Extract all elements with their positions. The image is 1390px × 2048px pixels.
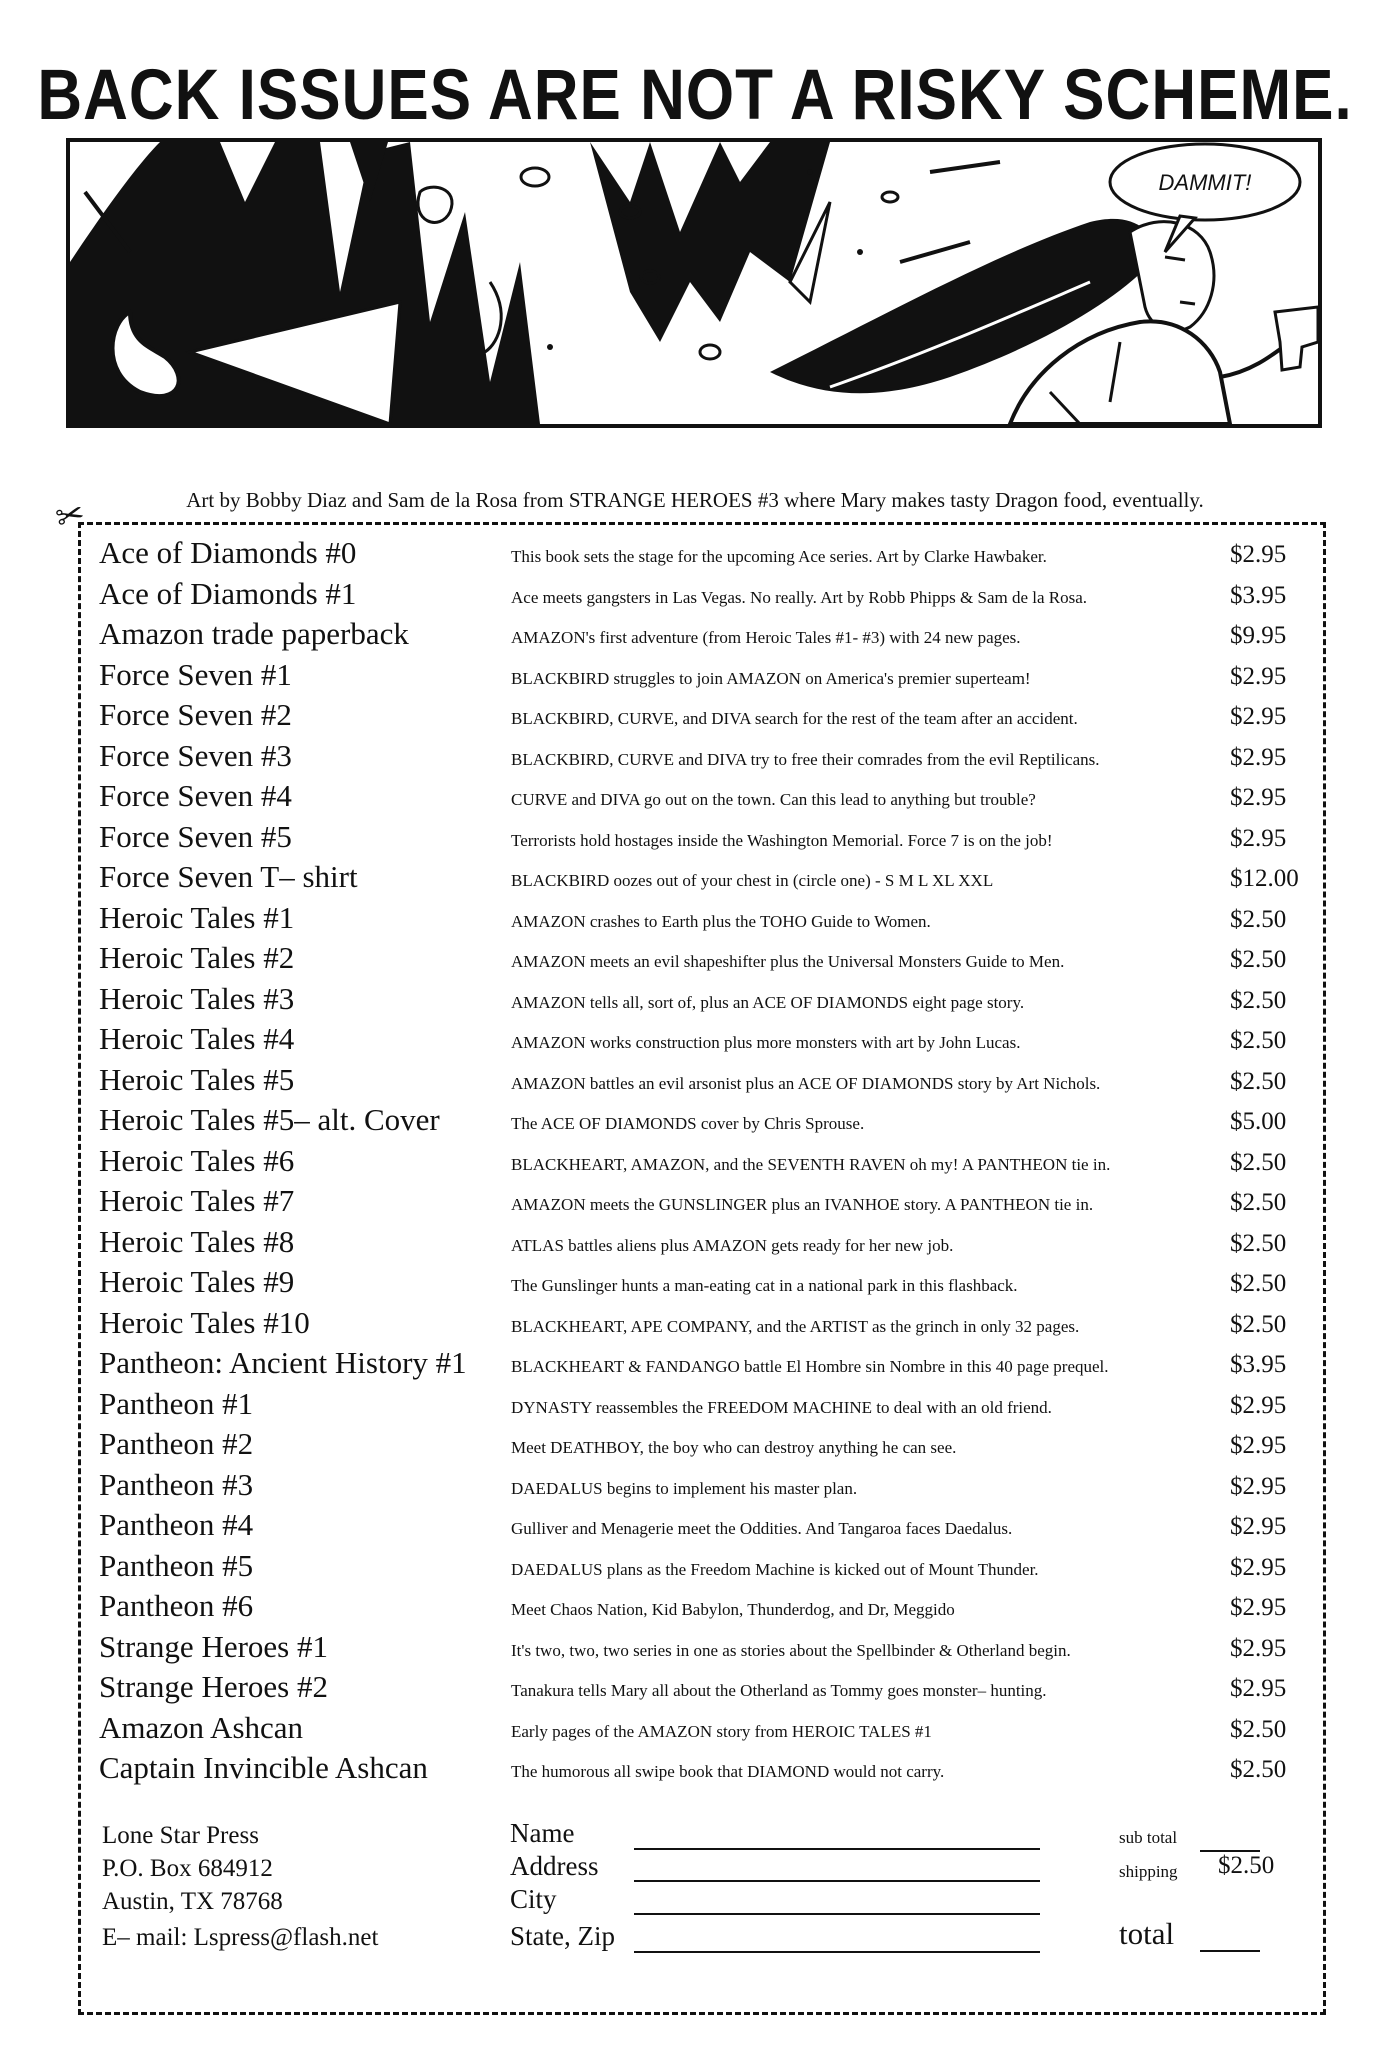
issue-price: $2.95: [1230, 1391, 1287, 1419]
publisher-city: Austin, TX 78768: [102, 1888, 283, 1915]
issue-description: Ace meets gangsters in Las Vegas. No really. Art by Robb Phipps & Sam de la Rosa.: [511, 587, 1088, 607]
issue-description: BLACKHEART, AMAZON, and the SEVENTH RAVEN oh my! A PANTHEON tie in.: [511, 1154, 1111, 1174]
city-label: City: [510, 1884, 557, 1914]
order-row[interactable]: [99, 1060, 1314, 1100]
issue-description: The humorous all swipe book that DIAMOND would not carry.: [511, 1762, 945, 1781]
issue-description: BLACKBIRD oozes out of your chest in (circle one) - S M L XL XXL: [511, 871, 994, 890]
issue-price: $2.50: [1230, 1067, 1287, 1095]
issue-description: BLACKBIRD struggles to join AMAZON on America's premier superteam!: [511, 668, 1031, 688]
issue-price: $2.50: [1230, 905, 1287, 933]
order-row[interactable]: [99, 1141, 1314, 1181]
issue-price: $2.95: [1230, 1675, 1287, 1702]
issue-price: $2.95: [1230, 1553, 1287, 1581]
issue-price: $2.50: [1230, 1148, 1287, 1176]
order-row[interactable]: [99, 614, 1314, 654]
issue-title: Pantheon #1: [99, 1385, 254, 1421]
issue-description: CURVE and DIVA go out on the town. Can this lead to anything but trouble?: [511, 790, 1036, 809]
issue-price: $2.95: [1230, 743, 1287, 771]
issue-title: Pantheon #4: [99, 1507, 254, 1542]
issue-price: $2.95: [1230, 662, 1287, 690]
shipping-label: shipping: [1119, 1862, 1178, 1881]
issue-price: $2.95: [1230, 824, 1287, 852]
issue-title: Ace of Diamonds #1: [99, 575, 357, 611]
order-row[interactable]: [99, 1181, 1314, 1221]
total-label: total: [1119, 1916, 1175, 1951]
issue-price: $3.95: [1230, 1351, 1287, 1378]
issue-description: DAEDALUS plans as the Freedom Machine is kicked out of Mount Thunder.: [511, 1559, 1039, 1579]
issue-title: Force Seven #5: [99, 818, 292, 854]
issue-title: Heroic Tales #10: [99, 1304, 310, 1340]
order-row[interactable]: [99, 1343, 1314, 1383]
issue-title: Pantheon #2: [99, 1426, 254, 1461]
issue-price: $2.95: [1230, 1513, 1287, 1540]
issue-price: $2.50: [1230, 1229, 1287, 1257]
issue-price: $2.95: [1230, 784, 1287, 811]
order-row[interactable]: [99, 1303, 1314, 1343]
order-row[interactable]: [99, 1100, 1314, 1140]
issue-price: $9.95: [1230, 622, 1287, 649]
issue-price: $2.50: [1230, 946, 1287, 973]
issue-title: Heroic Tales #5: [99, 1061, 295, 1097]
issue-title: Strange Heroes #2: [99, 1669, 328, 1704]
shipping-value: $2.50: [1218, 1852, 1275, 1879]
order-row[interactable]: [99, 1262, 1314, 1302]
issue-description: AMAZON meets an evil shapeshifter plus the Universal Monsters Guide to Men.: [511, 952, 1065, 971]
issue-title: Amazon trade paperback: [99, 616, 409, 651]
order-row[interactable]: [99, 574, 1314, 614]
order-row[interactable]: [99, 1424, 1314, 1464]
state-zip-label: State, Zip: [510, 1921, 615, 1951]
order-row[interactable]: [99, 776, 1314, 816]
issue-description: Meet Chaos Nation, Kid Babylon, Thunderdog, and Dr, Meggido: [511, 1600, 955, 1619]
order-row[interactable]: [99, 1505, 1314, 1545]
issue-description: Tanakura tells Mary all about the Otherland as Tommy goes monster– hunting.: [511, 1681, 1047, 1700]
order-row[interactable]: [99, 979, 1314, 1019]
comic-panel: [66, 138, 1322, 428]
issue-description: The Gunslinger hunts a man-eating cat in a national park in this flashback.: [511, 1276, 1018, 1295]
issue-description: AMAZON works construction plus more monsters with art by John Lucas.: [511, 1033, 1021, 1052]
issue-title: Heroic Tales #8: [99, 1223, 295, 1259]
issue-title: Force Seven #2: [99, 697, 292, 732]
scissors-icon: ✂: [51, 492, 90, 540]
issue-description: The ACE OF DIAMONDS cover by Chris Sprouse.: [511, 1114, 865, 1133]
issue-title: Force Seven #3: [99, 737, 292, 773]
publisher-po-box: P.O. Box 684912: [102, 1855, 273, 1882]
issue-title: Force Seven #4: [99, 778, 292, 813]
speech-bubble-text: DAMMIT!: [1158, 170, 1252, 195]
issue-description: DAEDALUS begins to implement his master plan.: [511, 1478, 858, 1498]
issue-description: ATLAS battles aliens plus AMAZON gets ready for her new job.: [511, 1235, 954, 1255]
issue-price: $2.95: [1230, 1472, 1287, 1500]
issue-description: Terrorists hold hostages inside the Washington Memorial. Force 7 is on the job!: [511, 830, 1053, 850]
address-label: Address: [510, 1851, 599, 1881]
issue-description: BLACKBIRD, CURVE and DIVA try to free their comrades from the evil Reptilicans.: [511, 749, 1100, 769]
issue-title: Heroic Tales #5– alt. Cover: [99, 1102, 440, 1137]
issue-description: AMAZON tells all, sort of, plus an ACE OF DIAMONDS eight page story.: [511, 992, 1025, 1012]
comic-art: [70, 142, 1318, 424]
issue-title: Pantheon: Ancient History #1: [99, 1345, 467, 1380]
order-row[interactable]: [99, 655, 1314, 695]
issue-price: $2.50: [1230, 1715, 1287, 1743]
order-row[interactable]: [99, 1222, 1314, 1262]
issue-title: Heroic Tales #4: [99, 1021, 295, 1056]
order-row[interactable]: [99, 898, 1314, 938]
issue-title: Force Seven #1: [99, 656, 292, 692]
issue-description: Gulliver and Menagerie meet the Oddities. And Tangaroa faces Daedalus.: [511, 1519, 1013, 1538]
publisher-email[interactable]: E– mail: Lspress@flash.net: [102, 1924, 379, 1951]
issue-price: $2.50: [1230, 1756, 1287, 1783]
issue-price: $2.50: [1230, 1027, 1287, 1054]
issue-description: AMAZON battles an evil arsonist plus an ACE OF DIAMONDS story by Art Nichols.: [511, 1073, 1101, 1093]
issue-price: $2.50: [1230, 1310, 1287, 1338]
issue-price: $2.50: [1230, 1270, 1287, 1297]
issue-title: Heroic Tales #2: [99, 940, 295, 975]
issue-title: Amazon Ashcan: [99, 1709, 304, 1745]
issue-description: BLACKBIRD, CURVE, and DIVA search for the rest of the team after an accident.: [511, 709, 1078, 728]
order-row[interactable]: [99, 1384, 1314, 1424]
publisher-name: Lone Star Press: [102, 1822, 259, 1849]
total-field[interactable]: [1200, 1950, 1260, 1952]
order-row[interactable]: [99, 817, 1314, 857]
issue-title: Heroic Tales #9: [99, 1264, 295, 1299]
order-row[interactable]: [99, 695, 1314, 735]
issue-price: $2.50: [1230, 1189, 1287, 1216]
order-row[interactable]: [99, 1708, 1314, 1748]
issue-price: $12.00: [1230, 865, 1299, 892]
issue-description: AMAZON meets the GUNSLINGER plus an IVANHOE story. A PANTHEON tie in.: [511, 1195, 1094, 1214]
issue-title: Pantheon #6: [99, 1588, 254, 1623]
order-row[interactable]: [99, 1019, 1314, 1059]
issue-title: Heroic Tales #6: [99, 1142, 295, 1178]
order-row[interactable]: [99, 1586, 1314, 1626]
order-row[interactable]: [99, 1667, 1314, 1707]
order-row[interactable]: [99, 736, 1314, 776]
headline: BACK ISSUES ARE NOT A RISKY SCHEME.: [37, 55, 1353, 136]
issue-description: It's two, two, two series in one as stories about the Spellbinder & Otherland begin.: [511, 1640, 1071, 1660]
issue-title: Strange Heroes #1: [99, 1628, 328, 1664]
issue-title: Pantheon #5: [99, 1547, 254, 1583]
order-row[interactable]: [99, 1627, 1314, 1667]
state-zip-field[interactable]: [634, 1951, 1040, 1953]
issue-price: $2.95: [1230, 703, 1287, 730]
issue-description: AMAZON's first adventure (from Heroic Tales #1- #3) with 24 new pages.: [511, 628, 1021, 647]
issue-title: Ace of Diamonds #0: [99, 535, 357, 570]
issue-title: Force Seven T– shirt: [99, 859, 358, 894]
issue-price: $2.50: [1230, 986, 1287, 1014]
issue-price: $2.95: [1230, 1432, 1287, 1459]
issue-description: This book sets the stage for the upcoming Ace series. Art by Clarke Hawbaker.: [511, 547, 1047, 566]
issue-price: $2.95: [1230, 1634, 1287, 1662]
address-field[interactable]: [634, 1880, 1040, 1882]
issue-title: Heroic Tales #1: [99, 899, 295, 935]
order-row[interactable]: [99, 938, 1314, 978]
subtotal-label: sub total: [1119, 1828, 1178, 1847]
issue-title: Captain Invincible Ashcan: [99, 1750, 428, 1785]
issue-description: AMAZON crashes to Earth plus the TOHO Guide to Women.: [511, 911, 931, 931]
issue-description: DYNASTY reassembles the FREEDOM MACHINE to deal with an old friend.: [511, 1397, 1052, 1417]
order-row[interactable]: [99, 1465, 1314, 1505]
art-credit-caption: Art by Bobby Diaz and Sam de la Rosa from STRANGE HEROES #3 where Mary makes tasty Dragon food, eventually.: [186, 488, 1204, 512]
issue-description: Early pages of the AMAZON story from HEROIC TALES #1: [511, 1721, 932, 1741]
issue-description: BLACKHEART, APE COMPANY, and the ARTIST as the grinch in only 32 pages.: [511, 1316, 1080, 1336]
order-row[interactable]: [99, 857, 1314, 897]
city-field[interactable]: [634, 1913, 1040, 1915]
issue-title: Pantheon #3: [99, 1466, 254, 1502]
order-row[interactable]: [99, 1546, 1314, 1586]
issue-price: $3.95: [1230, 581, 1287, 609]
name-field[interactable]: [634, 1848, 1040, 1850]
issue-title: Heroic Tales #3: [99, 980, 295, 1016]
order-row[interactable]: [99, 1748, 1314, 1788]
issue-price: $5.00: [1230, 1108, 1287, 1135]
issue-price: $2.95: [1230, 1594, 1287, 1621]
order-row[interactable]: [99, 533, 1314, 573]
issue-description: Meet DEATHBOY, the boy who can destroy anything he can see.: [511, 1438, 957, 1457]
issue-description: BLACKHEART & FANDANGO battle El Hombre sin Nombre in this 40 page prequel.: [511, 1357, 1109, 1376]
issue-price: $2.95: [1230, 541, 1287, 568]
name-label: Name: [510, 1818, 575, 1848]
issue-title: Heroic Tales #7: [99, 1183, 295, 1218]
